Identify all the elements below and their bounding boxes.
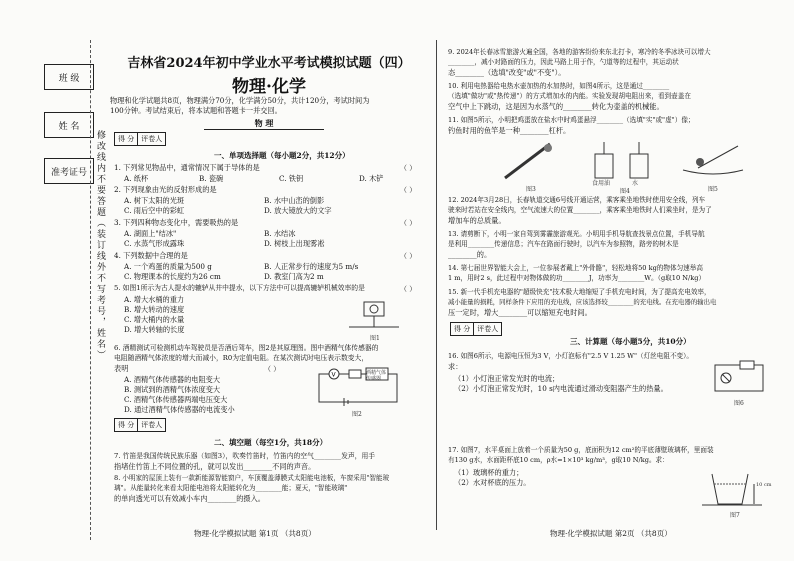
q16-line-1: 16. 如图6所示，电源电压恒为3 V，小灯泡标有"2.5 V 1.25 W"（灯丝电阻不变）。 (448, 352, 694, 360)
q6-stem-3: 表明 (114, 364, 129, 373)
q11-line-2: 钓鱼时用的鱼竿是一种________杠杆。 (448, 126, 571, 135)
q5-stem: 5. 如图1所示为古人提水的辘轳从井中提水，以下方法中可以提高辘轳机械效率的是 (114, 284, 365, 292)
exam-number-box (44, 158, 94, 184)
footer-right: 物理·化学模拟试题 第2页 （共8页） (550, 529, 672, 538)
q6-stem-1: 6. 酒精测试可检测机动车驾驶员是否酒后驾车，图2是其原理图。图中酒精气体传感器的 (114, 344, 379, 352)
q17-line-2: 有130 g水，水面距杯底10 cm，ρ水=1×10³ kg/m³，g取10 N/kg。求： (448, 456, 669, 464)
q16-line-3: （1）小灯泡正常发光时的电流； (454, 374, 560, 383)
figure-5-caption: 图5 (708, 186, 718, 193)
flute-figure-3 (500, 140, 560, 182)
name-box (44, 112, 94, 138)
score-label: 得 分 (115, 419, 138, 431)
q6-stem-2: 电阻随酒精气体浓度的增大而减小，R0为定值电阻。在某次测试时电压表示数变大， (114, 354, 369, 362)
binding-note: 修改线内不要答题（装订线外不写考号，姓名） (95, 130, 105, 361)
answer-paren: （ ） (400, 219, 417, 227)
q6-option-d: D. 通过酒精气体传感器的电流变小 (124, 405, 235, 414)
fishing-figure-5 (678, 140, 748, 182)
section3-title: 三、计算题（每小题5分，共10分） (570, 337, 691, 346)
q4-stem: 4. 下列数据中合理的是 (114, 251, 188, 260)
q12-line-3: 增加车的总质量。 (448, 216, 506, 225)
circuit-figure-6 (710, 360, 770, 396)
q7-line-1: 7. 竹笛是我国传统民族乐器（如图3），吹奏竹笛时，竹笛内的空气________发声，用手 (114, 452, 376, 460)
q9-line-2: ________，减小对路面的压力，因此马路上用于作，勺道等的过程中，其运动状 (448, 58, 679, 66)
svg-text:V: V (331, 371, 336, 379)
q13-line-3: ________的。 (448, 250, 492, 259)
score-box-3 (450, 322, 502, 336)
answer-paren: （ ） (400, 285, 417, 293)
q9-line-3: 态________（选填"改变"或"不变"）。 (448, 68, 566, 77)
q4-option-c: C. 物理课本的长度约为26 cm (124, 272, 221, 281)
q16-line-2: 求： (448, 362, 463, 371)
answer-paren: （ ） (400, 164, 417, 172)
circuit-figure-2 (314, 366, 404, 408)
q13-line-2: 是利用________传递信息；汽车在路面行驶时，以汽车为参照物，路旁的树木是 (448, 240, 679, 248)
left-column (104, 0, 434, 561)
answer-paren: （ ） (400, 252, 417, 260)
q17-line-3: （1）玻璃杯的重力； (454, 468, 524, 477)
q7-line-2: 指堵住竹笛上不同位置的孔，就可以发出________不同的声音。 (114, 462, 316, 471)
oil-label: 食用油 (592, 180, 611, 187)
figure-4-caption: 图4 (620, 188, 630, 195)
grader-label: 评卷人 (141, 135, 163, 143)
q1-stem: 1. 下列常见物品中，通常情况下属于导体的是 (114, 163, 260, 172)
figure-7-caption: 图7 (730, 512, 740, 519)
q2-stem: 2. 下列现象由光的反射形成的是 (114, 185, 217, 194)
q5-option-d: D. 增大转轴的长度 (124, 325, 185, 334)
q6-option-a: A. 酒精气体传感器的电阻变大 (124, 375, 221, 384)
grader-label: 评卷人 (477, 325, 499, 333)
class-label: 班 级 (58, 73, 80, 84)
grader-label: 评卷人 (141, 421, 163, 429)
q2-option-b: B. 水中山峦的倒影 (264, 196, 325, 205)
q6-option-b: B. 测试到的酒精气体浓度变大 (124, 385, 221, 394)
q12-line-2: 驶来时若站在安全线内，空气流速大的位置________，乘客乘坐地铁时人们乘坐时，是为了 (448, 206, 712, 214)
score-label: 得 分 (115, 133, 138, 145)
exam-subtitle: 物理·化学 (232, 77, 306, 97)
score-label: 得 分 (451, 323, 474, 335)
q3-option-c: C. 水蒸气形成露珠 (124, 239, 185, 248)
q14-line-2: 1 m，用时2 s，此过程中对物体做的功________J，功率为________W。（g取10 N/kg） (448, 274, 706, 282)
exam-number-label: 准考证号 (50, 167, 87, 178)
q16-line-4: （2）小灯泡正常发光时，10 s内电流通过滑动变阻器产生的热量。 (454, 384, 668, 393)
q5-option-c: C. 增大桶内的水量 (124, 315, 185, 324)
heating-figure-4 (590, 140, 660, 182)
right-column (440, 0, 794, 561)
glass-figure-7 (702, 470, 772, 510)
winch-figure (344, 292, 404, 332)
q2-option-a: A. 树下太阳的光斑 (124, 196, 185, 205)
q17-line-4: （2）水对杯底的压力。 (454, 478, 531, 487)
q13-line-1: 13. 请剪断下，小明一家自驾到雾霾旅游观光。小明用手机导航查找景点位置，手机导航 (448, 230, 705, 238)
exam-note-2: 100分钟。考试结束后，将本试题和答题卡一并交回。 (110, 106, 282, 115)
q12-line-1: 12. 2024年3月28日，长春轨道交通6号线开通运营，乘客乘坐地铁时使用安全线，列车 (448, 196, 706, 204)
height-label: 10 cm (756, 482, 772, 488)
q1-option-b: B. 瓷碗 (199, 174, 224, 183)
column-divider (436, 40, 437, 530)
name-label: 姓 名 (58, 121, 80, 132)
exam-note-1: 物理和化学试题共8页，物理满分70分，化学满分50分，共计120分，考试时间为 (110, 96, 370, 105)
q17-line-1: 17. 如图7，水平桌面上放着一个质量为50 g，底面积为12 cm²的平底薄壁玻璃杯，里面装 (448, 446, 714, 454)
section1-title: 一、单项选择题（每小题2分，共12分） (214, 151, 350, 160)
q4-option-a: A. 一个鸡蛋的质量为500 g (124, 262, 212, 271)
figure-6-caption: 图6 (734, 400, 744, 407)
q15-line-2: 减小能量的损耗，同样条件下应用的充电线，应该选择较________的充电线。在充电器的输出电 (448, 298, 717, 306)
q8-line-3: 的单向透光可以有效减小车内________的摄入。 (114, 494, 265, 503)
q3-option-d: D. 树枝上出现雾凇 (264, 239, 325, 248)
q11-line-1: 11. 如图5所示，小明把鸡蛋放在盐水中时鸡蛋悬浮________（选填"实"或"虚"）像； (448, 116, 695, 124)
q6-option-c: C. 酒精气体传感器两端电压变大 (124, 395, 228, 404)
sensor-label: 酒精气体传感器 (366, 370, 387, 382)
q5-option-b: B. 增大转动的速度 (124, 305, 185, 314)
q3-option-b: B. 水结冰 (264, 229, 296, 238)
q10-line-3: 空气中上下跳动，这是因为水蒸气的________转化为壶盖的机械能。 (448, 102, 664, 111)
figure-1-caption: 图1 (370, 335, 380, 342)
footer-left: 物理·化学模拟试题 第1页 （共8页） (194, 529, 316, 538)
physics-title: 物 理 (204, 118, 324, 130)
q1-option-d: D. 木铲 (359, 174, 384, 183)
score-box-1 (114, 132, 166, 146)
q5-option-a: A. 增大水桶的重力 (124, 295, 185, 304)
section2-title: 二、填空题（每空1分，共18分） (214, 438, 328, 447)
q1-option-c: C. 铁钥 (279, 174, 304, 183)
q4-option-b: B. 人正常步行的速度为5 m/s (264, 262, 359, 271)
q15-line-3: 压一定时，增大________可以缩短充电时间。 (448, 308, 592, 317)
q2-option-d: D. 放大镜放大的文字 (264, 206, 332, 215)
q14-line-1: 14. 第七届世界智能大会上，一位参展者戴上"外骨骼"，轻松地将50 kg的物体匀速举高 (448, 264, 703, 272)
class-box (44, 64, 94, 90)
answer-paren: （ ） (264, 365, 281, 373)
q9-line-1: 9. 2024年长春冰雪旅游火遍全国，各地的游客纷纷来东北打卡，寒冷的冬季冰块可以增大 (448, 48, 711, 56)
q8-line-1: 8. 小明家的屋顶上装有一款新能源智能窗户，车顶覆盖薄膜式太阳能电池板，车窗采用"智能玻 (114, 474, 390, 482)
q8-line-2: 璃"。从能量转化来看太阳能电池将太阳能转化为________能；夏天，"智能玻璃" (114, 484, 348, 492)
q2-option-c: C. 雨后空中的彩虹 (124, 206, 185, 215)
q3-stem: 3. 下列四种物态变化中，需要吸热的是 (114, 218, 239, 227)
figure-3-caption: 图3 (526, 186, 536, 193)
q1-option-a: A. 纸杯 (124, 174, 149, 183)
answer-paren: （ ） (400, 186, 417, 194)
q3-option-a: A. 湖面上"结冰" (124, 229, 177, 238)
figure-2-caption: 图2 (352, 411, 362, 418)
exam-title: 吉林省2024年初中学业水平考试模拟试题（四） (127, 56, 411, 71)
water-label: 水 (632, 180, 639, 187)
q4-option-d: D. 教室门高为2 m (264, 272, 324, 281)
binding-line (90, 40, 91, 540)
q15-line-1: 15. 新一代手机充电器的"超级快充"技术极大地缩短了手机充电时间，为了提高充电效率， (448, 288, 711, 296)
q10-line-2: （选填"做功"或"热传递"）的方式增加水的内能。实验发现胡电阻出来，看到壶盖在 (448, 92, 691, 100)
binding-strip (0, 0, 104, 561)
score-box-2 (114, 418, 166, 432)
q10-line-1: 10. 利用电热器给电热水壶加热的水加热时，如图4所示，这是通过________ (448, 82, 670, 90)
